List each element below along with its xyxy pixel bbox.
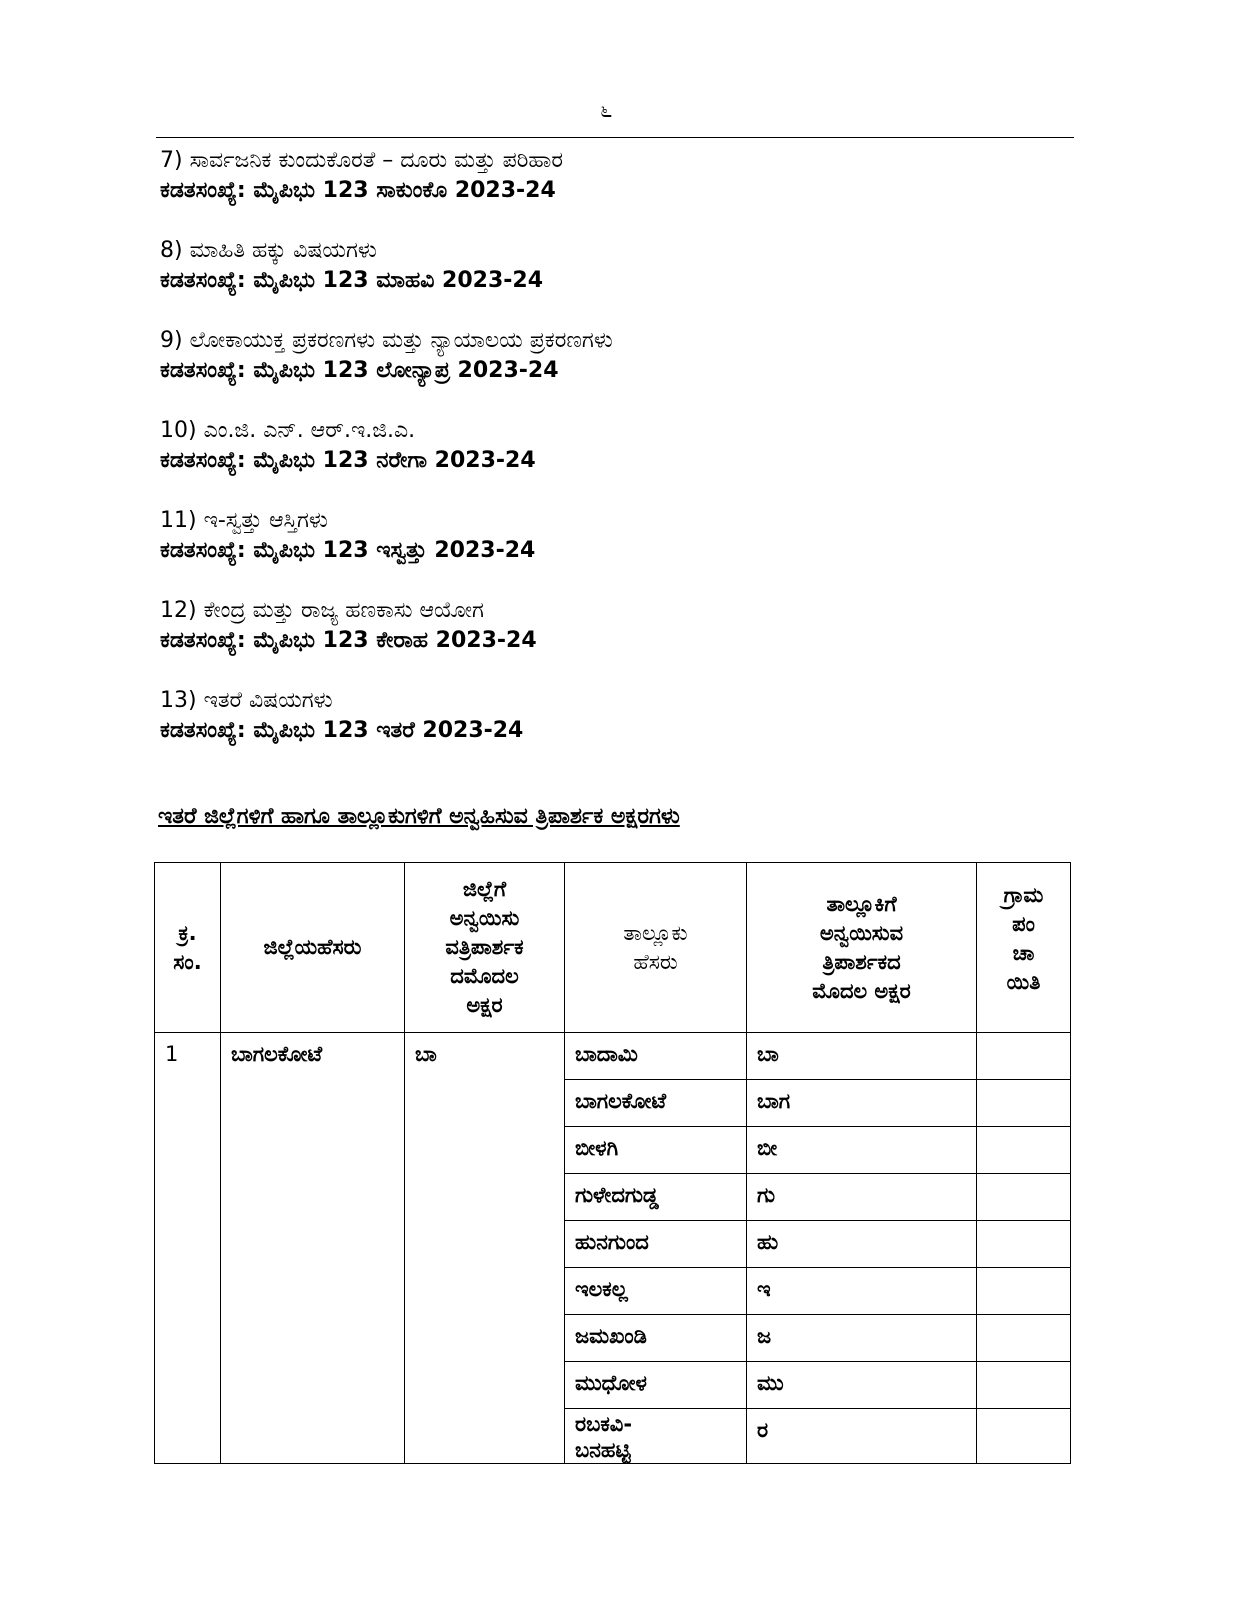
district-cell: ಬಾಗಲಕೋಟೆ xyxy=(221,1033,405,1464)
header-serial xyxy=(155,863,221,1033)
header-line: ಚಾ xyxy=(1012,941,1035,965)
header-line: ತಾಲ್ಲೂಕಿಗೆ xyxy=(826,891,897,916)
taluk-name-cell: ಜಮಖಂಡಿ xyxy=(565,1315,747,1362)
taluk-name-cell: ಮುಧೋಳ xyxy=(565,1362,747,1409)
header-line: ತಾಲ್ಲೂಕು xyxy=(623,920,688,945)
list-item xyxy=(160,326,1060,416)
entry-file-number: ಕಡತಸಂಖ್ಯೆ: ಮೈಪಿಭು 123 ಇತರೆ 2023-24 xyxy=(160,718,524,743)
header-line: ಪಂ xyxy=(1012,912,1035,936)
header-line: ವತ್ರಿಪಾರ್ಶಕ xyxy=(445,935,524,959)
taluk-letter-cell: ಜ xyxy=(747,1315,977,1362)
entry-title: 8) ಮಾಹಿತಿ ಹಕ್ಕು ವಿಷಯಗಳು xyxy=(160,238,377,263)
header-line: ಜಿಲ್ಲೆಗೆ xyxy=(462,877,507,901)
entry-title: 10) ಎಂ.ಜಿ. ಎನ್. ಆರ್.ಇ.ಜಿ.ಎ. xyxy=(160,418,416,443)
taluk-letter-cell: ರ xyxy=(747,1409,977,1464)
taluk-name-cell: ಇಲಕಲ್ಲ xyxy=(565,1268,747,1315)
header-district xyxy=(221,863,405,1033)
taluk-letter-cell: ಬಾ xyxy=(747,1033,977,1080)
header-line: ಸಂ. xyxy=(173,949,202,974)
village-cell xyxy=(977,1409,1071,1464)
serial-cell: 1 xyxy=(155,1033,221,1464)
header-line: ಯಿತಿ xyxy=(1006,970,1041,994)
list-item xyxy=(160,506,1060,596)
village-cell xyxy=(977,1268,1071,1315)
list-item xyxy=(160,596,1060,686)
entry-file-number: ಕಡತಸಂಖ್ಯೆ: ಮೈಪಿಭು 123 ಲೋನ್ಯಾಪ್ರ 2023-24 xyxy=(160,358,559,383)
header-line: ತ್ರಿಪಾರ್ಶಕದ xyxy=(822,949,901,974)
list-item xyxy=(160,686,1060,776)
entry-file-number: ಕಡತಸಂಖ್ಯೆ: ಮೈಪಿಭು 123 ಮಾಹವಿ 2023-24 xyxy=(160,268,544,293)
header-line: ಕ್ರ. xyxy=(178,920,197,945)
taluk-name-cell: ಬಾಗಲಕೋಟೆ xyxy=(565,1080,747,1127)
village-cell xyxy=(977,1033,1071,1080)
entry-title: 7) ಸಾರ್ವಜನಿಕ ಕುಂದುಕೊರತೆ – ದೂರು ಮತ್ತು ಪರಿಹಾರ xyxy=(160,148,563,173)
taluk-letter-cell: ಗು xyxy=(747,1174,977,1221)
taluk-name-cell: ಬಾದಾಮಿ xyxy=(565,1033,747,1080)
village-cell xyxy=(977,1127,1071,1174)
entry-title: 11) ಇ-ಸ್ವತ್ತು ಆಸ್ತಿಗಳು xyxy=(160,508,328,533)
header-village-panchayat xyxy=(977,863,1071,1033)
entry-file-number: ಕಡತಸಂಖ್ಯೆ: ಮೈಪಿಭು 123 ಇಸ್ವತ್ತು 2023-24 xyxy=(160,538,536,563)
header-line: ಗ್ರಾಮ xyxy=(1003,883,1044,907)
taluk-letter-cell: ಬಾಗ xyxy=(747,1080,977,1127)
list-item xyxy=(160,236,1060,326)
taluk-letter-cell: ಇ xyxy=(747,1268,977,1315)
header-rule xyxy=(156,137,1074,138)
taluk-name-cell: ಗುಳೇದಗುಡ್ಡ xyxy=(565,1174,747,1221)
page-number: ೬ xyxy=(600,98,613,123)
entry-title: 13) ಇತರೆ ವಿಷಯಗಳು xyxy=(160,688,333,713)
taluk-letter-cell: ಬೀ xyxy=(747,1127,977,1174)
entry-title: 9) ಲೋಕಾಯುಕ್ತ ಪ್ರಕರಣಗಳು ಮತ್ತು ನ್ಯಾಯಾಲಯ ಪ್ರಕರಣಗಳು xyxy=(160,328,613,353)
taluk-name-cell: ರಬಕವಿ- ಬನಹಟ್ಟಿ xyxy=(565,1409,747,1464)
table-row xyxy=(155,1033,1071,1080)
section-heading: ಇತರೆ ಜಿಲ್ಲೆಗಳಿಗೆ ಹಾಗೂ ತಾಲ್ಲೂಕುಗಳಿಗೆ ಅನ್ವಹಿಸುವ ತ್ರಿಪಾರ್ಶಕ ಅಕ್ಷರಗಳು xyxy=(158,804,680,829)
entry-file-number: ಕಡತಸಂಖ್ಯೆ: ಮೈಪಿಭು 123 ಸಾಕುಂಕೊ 2023-24 xyxy=(160,178,556,203)
header-taluk-letter xyxy=(747,863,977,1033)
list-item xyxy=(160,416,1060,506)
header-district-letter xyxy=(405,863,565,1033)
table-header-row xyxy=(155,863,1071,1033)
header-line: ಮೊದಲ ಅಕ್ಷರ xyxy=(812,978,911,1003)
village-cell xyxy=(977,1080,1071,1127)
header-taluk xyxy=(565,863,747,1033)
entry-title: 12) ಕೇಂದ್ರ ಮತ್ತು ರಾಜ್ಯ ಹಣಕಾಸು ಆಯೋಗ xyxy=(160,598,484,623)
header-line: ಹೆಸರು xyxy=(633,949,678,974)
header-line: ಅಕ್ಷರ xyxy=(466,993,503,1017)
header-line: ಜಿಲ್ಲೆಯಹೆಸರು xyxy=(263,935,362,959)
taluk-letter-cell: ಮು xyxy=(747,1362,977,1409)
village-cell xyxy=(977,1315,1071,1362)
list-item xyxy=(160,146,1060,236)
village-cell xyxy=(977,1221,1071,1268)
header-line: ದಮೊದಲ xyxy=(450,964,519,988)
entry-file-number: ಕಡತಸಂಖ್ಯೆ: ಮೈಪಿಭು 123 ನರೇಗಾ 2023-24 xyxy=(160,448,536,473)
taluk-name-cell: ಹುನಗುಂದ xyxy=(565,1221,747,1268)
village-cell xyxy=(977,1174,1071,1221)
header-line: ಅನ್ವಯಿಸುವ xyxy=(819,920,904,945)
header-line: ಅನ್ವಯಿಸು xyxy=(449,906,520,930)
taluk-prefix-table xyxy=(154,862,1071,1464)
taluk-letter-cell: ಹು xyxy=(747,1221,977,1268)
village-cell xyxy=(977,1362,1071,1409)
file-number-list xyxy=(160,146,1060,776)
district-letter-cell: ಬಾ xyxy=(405,1033,565,1464)
entry-file-number: ಕಡತಸಂಖ್ಯೆ: ಮೈಪಿಭು 123 ಕೇರಾಹ 2023-24 xyxy=(160,628,537,653)
taluk-name-cell: ಬೀಳಗಿ xyxy=(565,1127,747,1174)
